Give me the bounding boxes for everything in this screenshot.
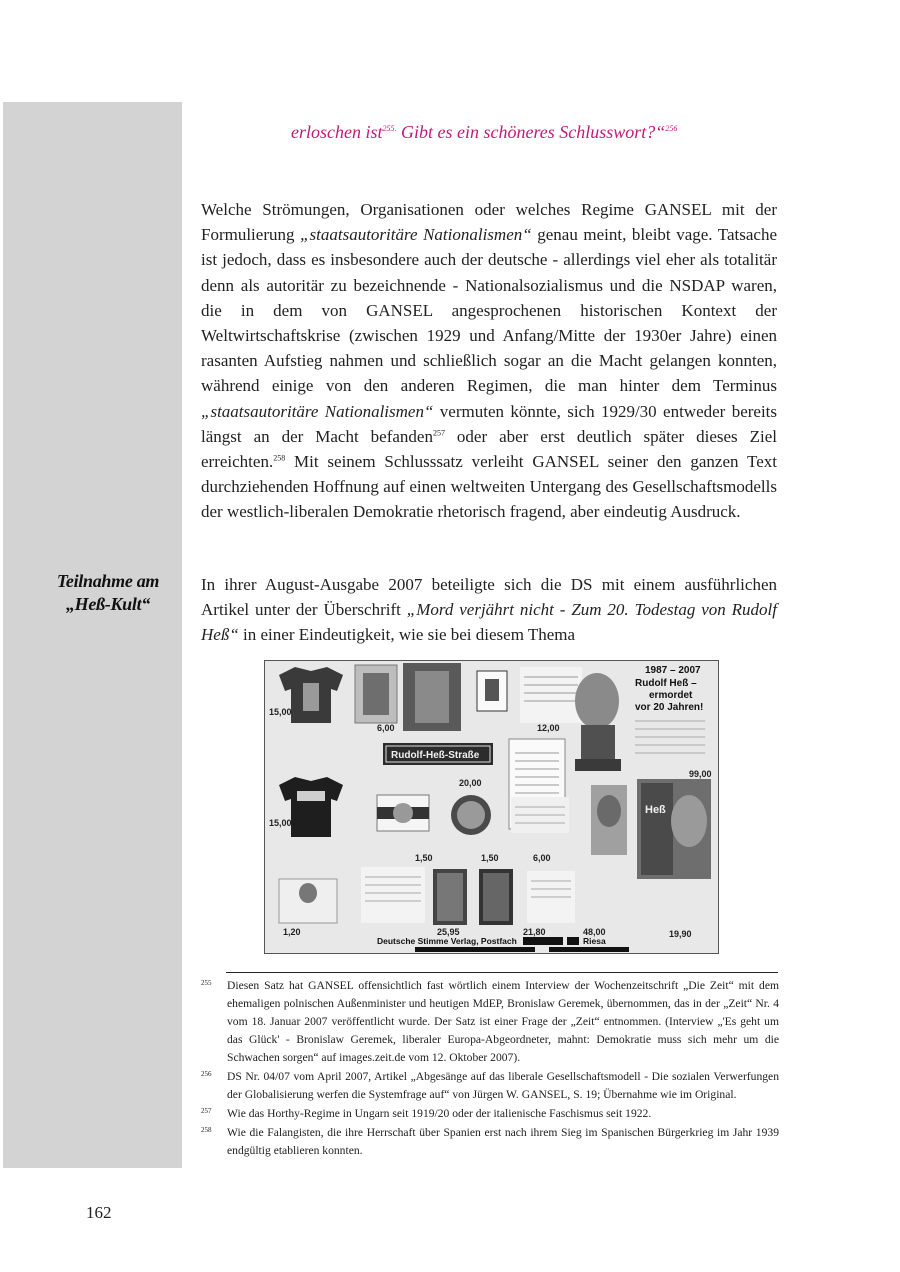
banner-line3: vor 20 Jahren! — [635, 702, 704, 713]
banner-line2: ermordet — [649, 690, 693, 701]
price-9: 6,00 — [533, 853, 551, 863]
price-11: 25,95 — [437, 927, 460, 937]
publisher-city: Riesa — [583, 936, 606, 946]
footnote-text: Wie das Horthy-Regime in Ungarn seit 1919/20 oder der italienische Faschismus seit 1922. — [227, 1107, 652, 1120]
sidebar-heading-line1: Teilnahme am — [56, 571, 160, 591]
publisher-footer: Deutsche Stimme Verlag, Postfach — [377, 936, 517, 946]
banner-line1: Rudolf Heß – — [635, 678, 697, 689]
banner-years: 1987 – 2007 — [645, 665, 701, 676]
quote-block — [291, 120, 691, 144]
para1-text-5: Mit seinem Schlusssatz verleiht GANSEL seiner den ganzen Text durchziehenden Hoffnung auf einen weltweiten Untergang des Gesellschaftsmodells der westlich-liberalen Demokratie rhetorisch fragend, aber eindeutig Ausdruck. — [201, 452, 777, 522]
para1-text-4: oder aber erst deutlich später dieses Ziel erreichten. — [201, 426, 777, 472]
footnote-separator — [226, 972, 778, 973]
price-7: 1,50 — [415, 853, 433, 863]
footnote-257 — [201, 1105, 779, 1123]
price-2: 6,00 — [377, 723, 395, 733]
page-number: 162 — [86, 1203, 112, 1222]
para2-emph-1: „Mord verjährt nicht - Zum 20. Todestag von Rudolf Heß“ — [201, 600, 777, 645]
paragraph-1 — [201, 197, 777, 525]
quote-text-b: Gibt es ein schöneres Schlusswort?“ — [396, 122, 666, 142]
para2-text-2: in einer Eindeutigkeit, wie sie bei diesem Thema — [238, 625, 576, 645]
price-12: 21,80 — [523, 927, 546, 937]
margin-sidebar — [3, 102, 182, 1168]
para1-text-3: vermuten könnte, sich 1929/30 entweder bereits längst an der Macht befanden — [201, 401, 778, 446]
price-3: 12,00 — [537, 723, 560, 733]
footnote-ref-257[interactable]: 257 — [432, 428, 445, 438]
sidebar-heading-line2: „Heß-Kult“ — [65, 594, 150, 614]
footnote-256 — [201, 1068, 779, 1104]
street-sign-text: Rudolf-Heß-Straße — [391, 750, 480, 761]
price-4: 20,00 — [459, 778, 482, 788]
price-13: 48,00 — [583, 927, 606, 937]
footnote-text: Wie die Falangisten, die ihre Herrschaft über Spanien erst nach ihrem Sieg im Spanischen Bürgerkrieg im Jahr 1939 endgültig etablieren konnten. — [227, 1126, 779, 1157]
para2-text-1: In ihrer August-Ausgabe 2007 beteiligte sich die DS mit einem ausführlichen Artikel unter der Überschrift — [201, 575, 777, 620]
footnote-number: 256 — [201, 1070, 212, 1078]
quote-text-a: erloschen ist — [291, 122, 383, 142]
footnote-ref-255[interactable]: 255. — [382, 124, 397, 133]
para1-emph-2: „staatsautoritäre Nationalismen“ — [201, 401, 434, 421]
footnotes — [201, 977, 779, 1161]
footnote-number: 258 — [201, 1126, 212, 1134]
price-6: 15,00 — [269, 818, 292, 828]
sidebar-heading — [40, 570, 176, 616]
para1-text-2: genau meint, bleibt vage. Tatsache ist jedoch, dass es insbesondere auch der deutsche - allerdings viel eher als totalitär denn als autoritär zu bezeichnende - Nationalsozialismus und die NSDAP waren, die in dem von GANSEL angesprochenen historischen Kontext der Weltwirtschaftskrise (zwischen 1929 und Anfang/Mitte der 1930er Jahre) einen rasanten Aufstieg nahmen und schließlich sogar an die Macht gelangen konnten, während einige von den anderen Regimen, die man hinter dem Terminus — [201, 225, 778, 396]
price-5: 99,00 — [689, 769, 712, 779]
paragraph-2 — [201, 572, 777, 648]
footnote-number: 257 — [201, 1107, 212, 1115]
book-title: Heß — [645, 804, 666, 816]
catalog-image — [265, 661, 718, 953]
footnote-text: DS Nr. 04/07 vom April 2007, Artikel „Abgesänge auf das liberale Gesellschaftsmodell - Die sozialen Verwerfungen der Globalisierung werfen die Systemfrage auf“ von Jürgen W. GANSEL, S. 19; Übernahme wie im Original. — [227, 1070, 779, 1101]
price-1: 15,00 — [269, 707, 292, 717]
price-10: 1,20 — [283, 927, 301, 937]
footnote-ref-256[interactable]: 256 — [665, 124, 678, 133]
para1-text-1: Welche Strömungen, Organisationen oder welches Regime GANSEL mit der Formulierung — [201, 200, 777, 245]
footnote-ref-258[interactable]: 258 — [273, 453, 286, 463]
footnote-text: Diesen Satz hat GANSEL offensichtlich fast wörtlich einem Interview der Wochenzeitschrift „Die Zeit“ mit dem ehemaligen polnischen Außenminister und heutigen MdEP, Bronislaw Geremek, übernommen, das in der „Zeit“ Nr. 4 vom 18. Januar 2007 veröffentlicht wurde. Der Satz ist einer Frage der „Zeit“ entnommen. (Interview „'Es geht um das Glück' - Bronislaw Geremek, liberaler Europa-Abgeordneter, mahnt: Demokratie muss sich mehr um die Schwachen sorgen“ auf images.zeit.de vom 12. Oktober 2007). — [227, 979, 779, 1064]
footnote-255 — [201, 977, 779, 1067]
catalog-figure — [264, 660, 719, 954]
price-14: 19,90 — [669, 929, 692, 939]
price-8: 1,50 — [481, 853, 499, 863]
footnote-258 — [201, 1124, 779, 1160]
para1-emph-1: „staatsautoritäre Nationalismen“ — [300, 225, 532, 245]
footnote-number: 255 — [201, 979, 212, 987]
